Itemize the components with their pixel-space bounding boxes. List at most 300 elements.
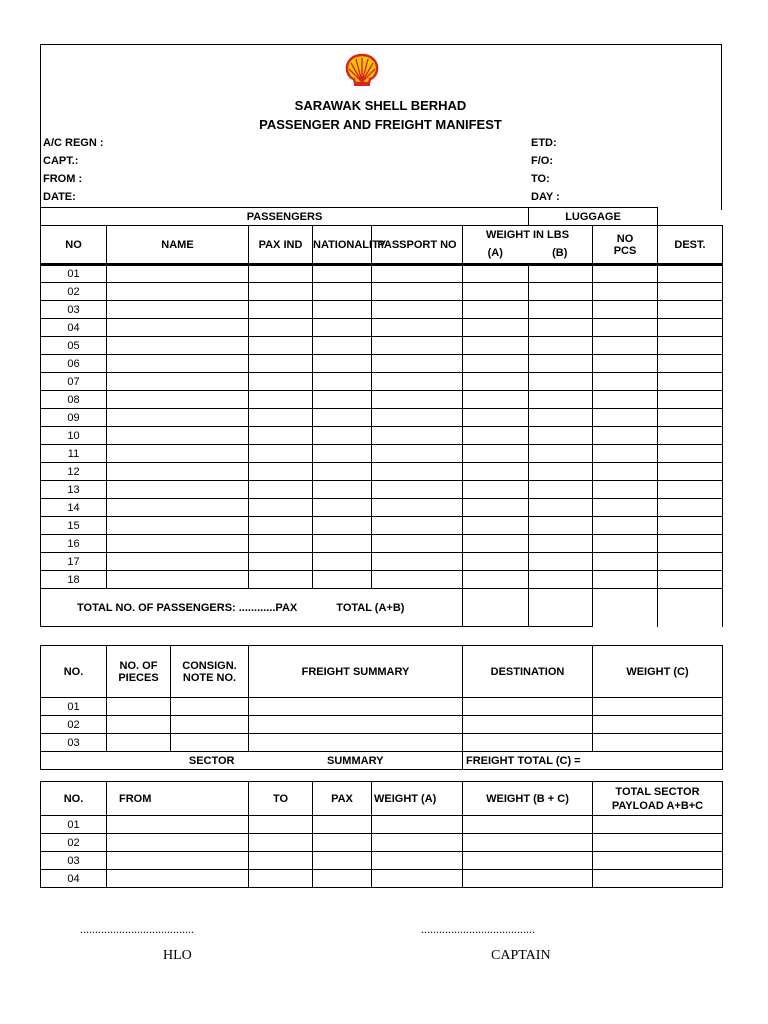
passenger-row (41, 535, 723, 553)
entry-cell[interactable] (593, 283, 658, 301)
to-label: TO: (531, 173, 550, 185)
passenger-row (41, 391, 723, 409)
entry-cell[interactable] (313, 265, 372, 283)
passenger-row (41, 463, 723, 481)
entry-cell[interactable] (372, 283, 463, 301)
entry-cell[interactable] (463, 834, 593, 852)
entry-cell[interactable] (249, 337, 313, 355)
entry-cell[interactable] (593, 852, 723, 870)
sector-blank (41, 752, 107, 770)
entry-cell[interactable] (372, 571, 463, 589)
entry-cell[interactable] (593, 265, 658, 283)
col-passport-header: PASSPORT NO (372, 226, 463, 265)
entry-cell[interactable] (593, 463, 658, 481)
entry-cell[interactable] (107, 373, 249, 391)
sector-rows (41, 816, 723, 888)
passenger-row (41, 499, 723, 517)
entry-cell[interactable] (249, 373, 313, 391)
entry-cell[interactable] (372, 852, 463, 870)
entry-cell[interactable] (372, 445, 463, 463)
row-number: 02 (41, 716, 107, 734)
passenger-row (41, 409, 723, 427)
entry-cell[interactable] (529, 463, 593, 481)
passenger-row (41, 571, 723, 589)
entry-cell[interactable] (658, 481, 723, 499)
entry-cell[interactable] (529, 283, 593, 301)
etd-label: ETD: (531, 137, 557, 149)
row-number: 07 (41, 373, 107, 391)
entry-cell[interactable] (249, 391, 313, 409)
sector-from-header: FROM (107, 782, 249, 816)
entry-cell[interactable] (107, 445, 249, 463)
entry-cell[interactable] (593, 427, 658, 445)
entry-cell[interactable] (249, 481, 313, 499)
entry-cell[interactable] (249, 834, 313, 852)
entry-cell[interactable] (107, 517, 249, 535)
entry-cell[interactable] (593, 734, 723, 752)
entry-cell[interactable] (463, 445, 529, 463)
row-number: 03 (41, 301, 107, 319)
entry-cell[interactable] (372, 463, 463, 481)
entry-cell[interactable] (313, 834, 372, 852)
no-pcs-line2: PCS (613, 244, 637, 257)
entry-cell[interactable] (658, 499, 723, 517)
entry-cell[interactable] (249, 517, 313, 535)
entry-cell[interactable] (313, 427, 372, 445)
entry-cell[interactable] (529, 499, 593, 517)
entry-cell[interactable] (593, 319, 658, 337)
entry-cell[interactable] (593, 816, 723, 834)
entry-cell[interactable] (313, 409, 372, 427)
sector-weight-a-header: WEIGHT (A) (372, 782, 463, 816)
entry-cell[interactable] (463, 355, 529, 373)
entry-cell[interactable] (372, 319, 463, 337)
entry-cell[interactable] (313, 373, 372, 391)
entry-cell[interactable] (372, 373, 463, 391)
col-weight-header (463, 226, 593, 265)
entry-cell[interactable] (593, 870, 723, 888)
no-pcs-line1: NO (616, 232, 634, 245)
entry-cell[interactable] (529, 445, 593, 463)
row-number: 01 (41, 265, 107, 283)
summary-label: SUMMARY (249, 752, 463, 770)
col-name-header: NAME (107, 226, 249, 265)
entry-cell[interactable] (593, 391, 658, 409)
row-number: 05 (41, 337, 107, 355)
entry-cell[interactable] (372, 535, 463, 553)
form-title: PASSENGER AND FREIGHT MANIFEST (259, 117, 502, 132)
capt-label: CAPT.: (43, 155, 79, 167)
sector-no-header: NO. (41, 782, 107, 816)
entry-cell[interactable] (107, 463, 249, 481)
entry-cell[interactable] (107, 337, 249, 355)
entry-cell[interactable] (658, 337, 723, 355)
row-number: 06 (41, 355, 107, 373)
row-number: 03 (41, 852, 107, 870)
entry-cell[interactable] (529, 481, 593, 499)
freight-total-label: FREIGHT TOTAL (C) = (463, 752, 723, 770)
entry-cell[interactable] (658, 571, 723, 589)
entry-cell[interactable] (593, 373, 658, 391)
sector-pax-header: PAX (313, 782, 372, 816)
entry-cell[interactable] (529, 391, 593, 409)
total-sector-line1: TOTAL SECTOR (615, 785, 700, 798)
entry-cell[interactable] (529, 319, 593, 337)
entry-cell[interactable] (463, 852, 593, 870)
sector-total-header (593, 782, 723, 816)
entry-cell[interactable] (463, 870, 593, 888)
row-number: 18 (41, 571, 107, 589)
sector-to-header: TO (249, 782, 313, 816)
passenger-row (41, 445, 723, 463)
pieces-line1: NO. OF (119, 659, 158, 672)
entry-cell[interactable] (249, 319, 313, 337)
company-name: SARAWAK SHELL BERHAD (294, 98, 467, 113)
row-number: 08 (41, 391, 107, 409)
from-label: FROM : (43, 173, 83, 185)
passenger-table (40, 207, 723, 627)
entry-cell[interactable] (593, 535, 658, 553)
freight-row (41, 716, 723, 734)
entry-cell[interactable] (107, 716, 171, 734)
entry-cell[interactable] (372, 816, 463, 834)
entry-cell[interactable] (372, 517, 463, 535)
nationality-text: NATIONALITY (313, 238, 387, 251)
entry-cell[interactable] (107, 698, 171, 716)
consign-line1: CONSIGN. (182, 659, 237, 672)
passengers-header: PASSENGERS (41, 208, 529, 226)
total-ab-label: TOTAL (A+B) (336, 601, 405, 614)
sector-row (41, 852, 723, 870)
row-number: 11 (41, 445, 107, 463)
hlo-signature-line: ...................................... (80, 922, 194, 936)
entry-cell[interactable] (658, 355, 723, 373)
entry-cell[interactable] (107, 481, 249, 499)
entry-cell[interactable] (658, 373, 723, 391)
entry-cell[interactable] (463, 265, 529, 283)
entry-cell[interactable] (463, 481, 529, 499)
entry-cell[interactable] (658, 463, 723, 481)
row-number: 04 (41, 319, 107, 337)
weight-subcols (463, 244, 592, 263)
entry-cell[interactable] (463, 553, 529, 571)
entry-cell[interactable] (593, 571, 658, 589)
freight-destination-header: DESTINATION (463, 646, 593, 698)
entry-cell[interactable] (593, 445, 658, 463)
col-no-pcs-header (593, 226, 658, 265)
entry-cell[interactable] (529, 553, 593, 571)
row-number: 04 (41, 870, 107, 888)
consign-line2: NOTE NO. (182, 671, 237, 684)
passenger-row (41, 553, 723, 571)
entry-cell[interactable] (658, 265, 723, 283)
entry-cell[interactable] (372, 481, 463, 499)
entry-cell[interactable] (313, 445, 372, 463)
entry-cell[interactable] (313, 852, 372, 870)
entry-cell[interactable] (107, 816, 249, 834)
entry-cell[interactable] (107, 852, 249, 870)
entry-cell[interactable] (658, 409, 723, 427)
entry-cell[interactable] (658, 283, 723, 301)
totals-cell (41, 589, 463, 627)
passenger-row (41, 265, 723, 283)
entry-cell[interactable] (313, 870, 372, 888)
col-nationality-header (313, 226, 387, 265)
entry-cell[interactable] (593, 716, 723, 734)
entry-cell[interactable] (249, 535, 313, 553)
entry-cell[interactable] (372, 499, 463, 517)
entry-cell[interactable] (107, 319, 249, 337)
entry-cell[interactable] (107, 553, 249, 571)
entry-cell[interactable] (313, 535, 372, 553)
entry-cell[interactable] (313, 319, 372, 337)
entry-cell[interactable] (313, 517, 372, 535)
total-sector-line2: PAYLOAD A+B+C (611, 799, 704, 812)
entry-cell[interactable] (658, 445, 723, 463)
passenger-row (41, 373, 723, 391)
entry-cell[interactable] (313, 355, 372, 373)
entry-cell[interactable] (463, 301, 529, 319)
entry-cell[interactable] (463, 499, 529, 517)
entry-cell[interactable] (529, 409, 593, 427)
entry-cell[interactable] (249, 816, 313, 834)
entry-cell[interactable] (249, 265, 313, 283)
entry-cell[interactable] (313, 481, 372, 499)
entry-cell[interactable] (249, 427, 313, 445)
row-number: 16 (41, 535, 107, 553)
entry-cell[interactable] (658, 301, 723, 319)
entry-cell[interactable] (313, 816, 372, 834)
entry-cell[interactable] (313, 391, 372, 409)
sector-row (41, 816, 723, 834)
entry-cell[interactable] (249, 553, 313, 571)
col-pax-ind-header: PAX IND (249, 226, 313, 265)
totals-blank-2 (658, 589, 723, 627)
entry-cell[interactable] (529, 355, 593, 373)
entry-cell[interactable] (593, 481, 658, 499)
entry-cell[interactable] (463, 698, 593, 716)
entry-cell[interactable] (372, 337, 463, 355)
day-label: DAY : (531, 191, 560, 203)
row-number: 14 (41, 499, 107, 517)
sector-weight-bc-header: WEIGHT (B + C) (463, 782, 593, 816)
passenger-row (41, 319, 723, 337)
entry-cell[interactable] (107, 409, 249, 427)
entry-cell[interactable] (372, 265, 463, 283)
entry-cell[interactable] (463, 283, 529, 301)
passenger-row (41, 517, 723, 535)
entry-cell[interactable] (171, 698, 249, 716)
entry-cell[interactable] (529, 535, 593, 553)
entry-cell[interactable] (658, 391, 723, 409)
entry-cell[interactable] (593, 499, 658, 517)
entry-cell[interactable] (372, 409, 463, 427)
entry-cell[interactable] (249, 355, 313, 373)
row-number: 01 (41, 698, 107, 716)
frame-top-border (40, 44, 722, 45)
entry-cell[interactable] (107, 391, 249, 409)
entry-cell[interactable] (107, 734, 171, 752)
sector-table (40, 781, 723, 888)
freight-consign-header (171, 646, 249, 698)
entry-cell[interactable] (107, 571, 249, 589)
row-number: 02 (41, 834, 107, 852)
entry-cell[interactable] (107, 834, 249, 852)
fo-label: F/O: (531, 155, 553, 167)
luggage-header: LUGGAGE (529, 208, 658, 226)
freight-no-header: NO. (41, 646, 107, 698)
entry-cell[interactable] (313, 283, 372, 301)
passenger-row (41, 427, 723, 445)
entry-cell[interactable] (529, 301, 593, 319)
entry-cell[interactable] (529, 337, 593, 355)
entry-cell[interactable] (372, 391, 463, 409)
entry-cell[interactable] (249, 571, 313, 589)
row-number: 15 (41, 517, 107, 535)
entry-cell[interactable] (593, 301, 658, 319)
col-dest-header: DEST. (658, 226, 723, 265)
entry-cell[interactable] (372, 355, 463, 373)
row-number: 02 (41, 283, 107, 301)
weight-lbs-text: WEIGHT IN LBS (485, 229, 570, 241)
entry-cell[interactable] (171, 734, 249, 752)
entry-cell[interactable] (658, 427, 723, 445)
entry-cell[interactable] (463, 373, 529, 391)
entry-cell[interactable] (107, 499, 249, 517)
entry-cell[interactable] (463, 816, 593, 834)
entry-cell[interactable] (463, 409, 529, 427)
entry-cell[interactable] (107, 535, 249, 553)
ac-regn-label: A/C REGN : (43, 137, 104, 149)
entry-cell[interactable] (529, 517, 593, 535)
freight-pieces-header (107, 646, 171, 698)
sector-row (41, 834, 723, 852)
row-number: 09 (41, 409, 107, 427)
entry-cell[interactable] (171, 716, 249, 734)
entry-cell[interactable] (107, 301, 249, 319)
entry-cell[interactable] (249, 301, 313, 319)
entry-cell[interactable] (463, 517, 529, 535)
captain-signature-line: ...................................... (421, 922, 535, 936)
hlo-label: HLO (163, 948, 192, 963)
entry-cell[interactable] (593, 834, 723, 852)
captain-label: CAPTAIN (491, 948, 551, 963)
entry-cell[interactable] (249, 852, 313, 870)
entry-cell[interactable] (249, 463, 313, 481)
entry-cell[interactable] (463, 734, 593, 752)
entry-cell[interactable] (658, 553, 723, 571)
weight-a-label: (A) (487, 247, 503, 259)
entry-cell[interactable] (529, 427, 593, 445)
entry-cell[interactable] (313, 463, 372, 481)
passenger-row (41, 301, 723, 319)
total-pax-label: TOTAL NO. OF PASSENGERS: ............PAX (77, 601, 298, 614)
entry-cell[interactable] (107, 427, 249, 445)
freight-weight-header: WEIGHT (C) (593, 646, 723, 698)
passenger-rows (41, 265, 723, 589)
entry-cell[interactable] (372, 870, 463, 888)
entry-cell[interactable] (107, 283, 249, 301)
entry-cell[interactable] (372, 834, 463, 852)
entry-cell[interactable] (463, 391, 529, 409)
entry-cell[interactable] (249, 716, 463, 734)
total-b-value[interactable] (529, 589, 593, 627)
entry-cell[interactable] (249, 734, 463, 752)
row-number: 13 (41, 481, 107, 499)
passenger-row (41, 481, 723, 499)
entry-cell[interactable] (463, 535, 529, 553)
entry-cell[interactable] (249, 409, 313, 427)
entry-cell[interactable] (463, 319, 529, 337)
entry-cell[interactable] (249, 445, 313, 463)
totals-blank-1 (593, 589, 658, 627)
entry-cell[interactable] (593, 698, 723, 716)
entry-cell[interactable] (313, 499, 372, 517)
row-number: 10 (41, 427, 107, 445)
entry-cell[interactable] (107, 265, 249, 283)
entry-cell[interactable] (249, 283, 313, 301)
sector-label: SECTOR (107, 752, 249, 770)
entry-cell[interactable] (658, 535, 723, 553)
entry-cell[interactable] (463, 427, 529, 445)
entry-cell[interactable] (463, 716, 593, 734)
entry-cell[interactable] (313, 571, 372, 589)
frame-right-border (721, 44, 722, 210)
entry-cell[interactable] (658, 319, 723, 337)
entry-cell[interactable] (593, 355, 658, 373)
freight-row (41, 734, 723, 752)
date-label: DATE: (43, 191, 76, 203)
entry-cell[interactable] (313, 553, 372, 571)
entry-cell[interactable] (249, 698, 463, 716)
entry-cell[interactable] (372, 301, 463, 319)
entry-cell[interactable] (529, 571, 593, 589)
entry-cell[interactable] (249, 870, 313, 888)
passenger-row (41, 355, 723, 373)
blank-corner (658, 208, 723, 226)
freight-summary-header: FREIGHT SUMMARY (249, 646, 463, 698)
entry-cell[interactable] (593, 409, 658, 427)
entry-cell[interactable] (658, 517, 723, 535)
entry-cell[interactable] (372, 427, 463, 445)
entry-cell[interactable] (529, 265, 593, 283)
entry-cell[interactable] (107, 870, 249, 888)
entry-cell[interactable] (463, 571, 529, 589)
entry-cell[interactable] (463, 463, 529, 481)
entry-cell[interactable] (463, 337, 529, 355)
entry-cell[interactable] (593, 517, 658, 535)
entry-cell[interactable] (249, 499, 313, 517)
row-number: 01 (41, 816, 107, 834)
entry-cell[interactable] (593, 553, 658, 571)
entry-cell[interactable] (372, 553, 463, 571)
entry-cell[interactable] (313, 301, 372, 319)
entry-cell[interactable] (593, 337, 658, 355)
passenger-row (41, 337, 723, 355)
shell-logo-icon (343, 52, 381, 90)
row-number: 12 (41, 463, 107, 481)
entry-cell[interactable] (313, 337, 372, 355)
weight-b-label: (B) (552, 247, 568, 259)
sector-row (41, 870, 723, 888)
col-no-header: NO (41, 226, 107, 265)
freight-table (40, 645, 723, 770)
entry-cell[interactable] (529, 373, 593, 391)
entry-cell[interactable] (107, 355, 249, 373)
row-number: 17 (41, 553, 107, 571)
total-a-value[interactable] (463, 589, 529, 627)
pieces-line2: PIECES (118, 671, 159, 684)
